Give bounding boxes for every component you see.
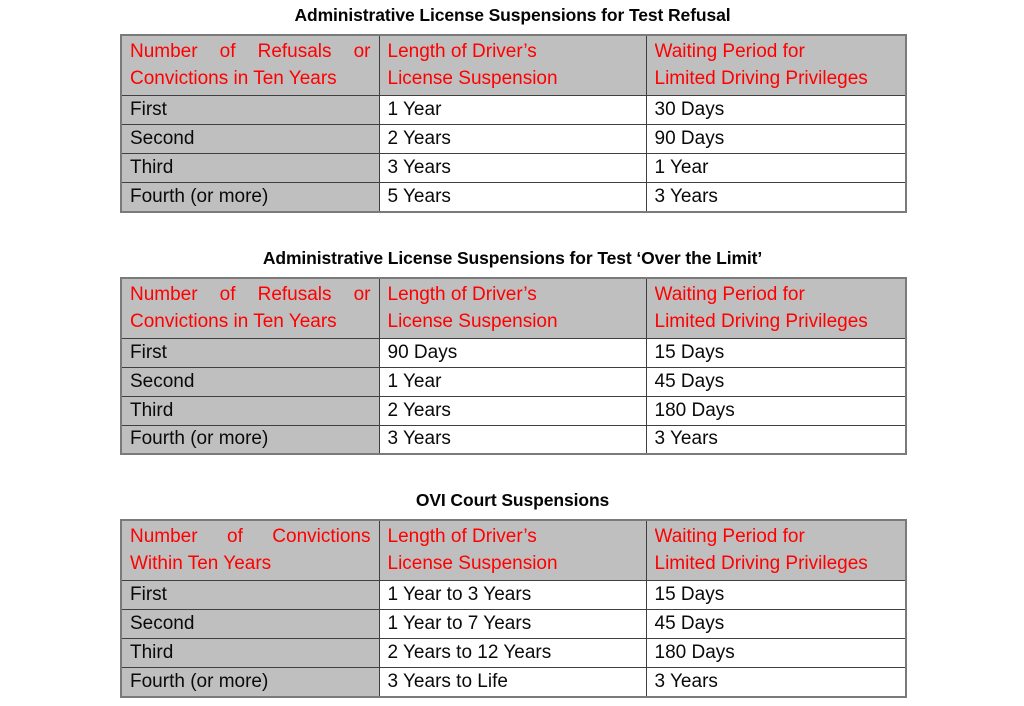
cell-suspension-length: 2 Years xyxy=(379,125,646,154)
cell-offense-number: Third xyxy=(121,396,379,425)
table-row xyxy=(121,367,906,396)
header-cell-waiting-period xyxy=(646,520,906,581)
cell-offense-number: First xyxy=(121,96,379,125)
cell-waiting-period: 45 Days xyxy=(646,367,906,396)
cell-waiting-period: 45 Days xyxy=(646,610,906,639)
header-line: License Suspension xyxy=(387,68,558,89)
header-row xyxy=(121,520,906,581)
table-row xyxy=(121,125,906,154)
header-line: Waiting Period for xyxy=(654,526,805,547)
cell-waiting-period: 180 Days xyxy=(646,396,906,425)
cell-suspension-length: 1 Year to 3 Years xyxy=(379,581,646,610)
table-section-over-the-limit xyxy=(120,247,905,456)
cell-waiting-period: 180 Days xyxy=(646,639,906,668)
header-row xyxy=(121,278,906,339)
cell-waiting-period: 3 Years xyxy=(646,183,906,212)
cell-suspension-length: 5 Years xyxy=(379,183,646,212)
header-cell-suspension-length xyxy=(379,278,646,339)
header-line: License Suspension xyxy=(387,553,558,574)
cell-suspension-length: 1 Year xyxy=(379,367,646,396)
header-cell-number-of-refusals xyxy=(121,278,379,339)
cell-waiting-period: 15 Days xyxy=(646,581,906,610)
header-cell-suspension-length xyxy=(379,35,646,96)
cell-offense-number: Second xyxy=(121,125,379,154)
table-ovi-court xyxy=(120,519,907,698)
header-cell-waiting-period xyxy=(646,278,906,339)
cell-offense-number: Second xyxy=(121,367,379,396)
header-cell-number-of-convictions xyxy=(121,520,379,581)
cell-waiting-period: 15 Days xyxy=(646,338,906,367)
table-title-over-the-limit: Administrative License Suspensions for Test ‘Over the Limit’ xyxy=(262,247,763,268)
header-cell-number-of-refusals xyxy=(121,35,379,96)
header-line: License Suspension xyxy=(387,310,558,332)
cell-suspension-length: 2 Years xyxy=(379,396,646,425)
cell-offense-number: First xyxy=(121,338,379,367)
table-row xyxy=(121,396,906,425)
table-test-refusal xyxy=(120,34,907,213)
table-title-test-refusal: Administrative License Suspensions for Test Refusal xyxy=(294,5,731,25)
cell-offense-number: Third xyxy=(121,639,379,668)
table-row xyxy=(121,668,906,697)
header-line: Number of Refusals or xyxy=(130,283,371,305)
cell-waiting-period: 3 Years xyxy=(646,425,906,454)
header-line: Convictions in Ten Years xyxy=(130,310,337,332)
table-row xyxy=(121,154,906,183)
header-line: Waiting Period for xyxy=(654,283,805,305)
header-line: Length of Driver’s xyxy=(387,41,537,62)
table-over-the-limit xyxy=(120,277,907,456)
cell-offense-number: Third xyxy=(121,154,379,183)
header-line: Limited Driving Privileges xyxy=(654,68,868,89)
cell-suspension-length: 3 Years xyxy=(379,154,646,183)
cell-waiting-period: 3 Years xyxy=(646,668,906,697)
cell-offense-number: First xyxy=(121,581,379,610)
cell-offense-number: Fourth (or more) xyxy=(121,425,379,454)
cell-suspension-length: 3 Years to Life xyxy=(379,668,646,697)
table-row xyxy=(121,338,906,367)
table-row xyxy=(121,425,906,454)
cell-waiting-period: 90 Days xyxy=(646,125,906,154)
table-row xyxy=(121,610,906,639)
cell-waiting-period: 30 Days xyxy=(646,96,906,125)
header-line: Convictions in Ten Years xyxy=(130,68,337,89)
header-line: Limited Driving Privileges xyxy=(654,553,868,574)
cell-suspension-length: 3 Years xyxy=(379,425,646,454)
header-cell-waiting-period xyxy=(646,35,906,96)
table-section-ovi-court xyxy=(120,489,905,698)
cell-suspension-length: 1 Year xyxy=(379,96,646,125)
header-line: Waiting Period for xyxy=(654,41,805,62)
cell-waiting-period: 1 Year xyxy=(646,154,906,183)
header-line: Limited Driving Privileges xyxy=(654,310,868,332)
header-row xyxy=(121,35,906,96)
cell-offense-number: Fourth (or more) xyxy=(121,668,379,697)
header-line: Length of Driver’s xyxy=(387,283,537,305)
header-line: Number of Convictions xyxy=(130,526,371,547)
cell-offense-number: Second xyxy=(121,610,379,639)
table-row xyxy=(121,183,906,212)
cell-suspension-length: 90 Days xyxy=(379,338,646,367)
table-section-test-refusal xyxy=(120,4,905,213)
table-row xyxy=(121,581,906,610)
cell-offense-number: Fourth (or more) xyxy=(121,183,379,212)
header-line: Number of Refusals or xyxy=(130,41,371,62)
table-title-ovi-court: OVI Court Suspensions xyxy=(415,490,610,510)
header-line: Length of Driver’s xyxy=(387,526,537,547)
header-cell-suspension-length xyxy=(379,520,646,581)
header-line: Within Ten Years xyxy=(130,553,272,574)
cell-suspension-length: 2 Years to 12 Years xyxy=(379,639,646,668)
table-row xyxy=(121,639,906,668)
cell-suspension-length: 1 Year to 7 Years xyxy=(379,610,646,639)
table-row xyxy=(121,96,906,125)
